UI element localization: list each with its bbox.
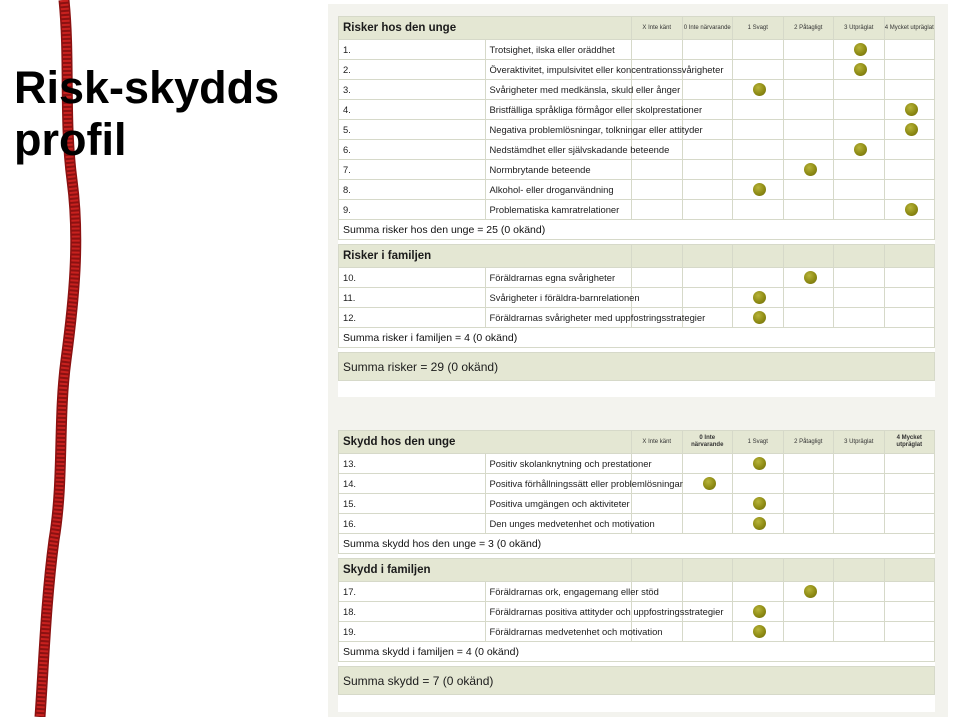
rating-cell[interactable]	[783, 140, 834, 160]
scale-column-header: 4 Mycket utpräglat	[884, 431, 935, 454]
rating-cell[interactable]	[834, 120, 885, 140]
rating-cell[interactable]	[733, 474, 784, 494]
rating-cell[interactable]	[733, 494, 784, 514]
rating-cell[interactable]	[884, 582, 935, 602]
title-line-2: profil	[14, 114, 127, 165]
rating-cell[interactable]	[682, 268, 733, 288]
item-number: 16.	[339, 514, 486, 534]
rating-cell[interactable]	[783, 494, 834, 514]
rating-cell[interactable]	[783, 60, 834, 80]
header-empty-cell	[783, 245, 834, 268]
grand-total-row	[339, 667, 935, 695]
header-empty-cell	[682, 559, 733, 582]
rating-dot	[753, 497, 766, 510]
rating-cell[interactable]	[682, 514, 733, 534]
item-number: 10.	[339, 268, 486, 288]
rating-dot	[804, 585, 817, 598]
rating-cell[interactable]	[834, 268, 885, 288]
rating-cell[interactable]	[783, 80, 834, 100]
section-title: Risker i familjen	[339, 245, 632, 268]
rating-cell[interactable]	[783, 288, 834, 308]
item-text: Positiva förhållningssätt eller problemlösningar	[485, 474, 632, 494]
scale-column-header: X Inte känt	[632, 17, 683, 40]
rating-cell[interactable]	[884, 200, 935, 220]
rating-cell[interactable]	[783, 454, 834, 474]
item-text: Alkohol- eller droganvändning	[485, 180, 632, 200]
rating-cell[interactable]	[682, 80, 733, 100]
rating-cell[interactable]	[632, 160, 683, 180]
item-number: 19.	[339, 622, 486, 642]
item-number: 4.	[339, 100, 486, 120]
rating-cell[interactable]	[834, 200, 885, 220]
rating-cell[interactable]	[783, 100, 834, 120]
rating-cell[interactable]	[733, 308, 784, 328]
section-sum: Summa risker i familjen = 4 (0 okänd)	[339, 328, 935, 348]
item-text: Positiv skolanknytning och prestationer	[485, 454, 632, 474]
rating-cell[interactable]	[783, 200, 834, 220]
item-number: 9.	[339, 200, 486, 220]
rating-cell[interactable]	[632, 268, 683, 288]
rating-cell[interactable]	[884, 60, 935, 80]
rating-cell[interactable]	[884, 120, 935, 140]
rating-cell[interactable]	[682, 40, 733, 60]
item-number: 3.	[339, 80, 486, 100]
rating-cell[interactable]	[783, 582, 834, 602]
grand-total: Summa risker = 29 (0 okänd)	[339, 353, 935, 381]
item-text: Föräldrarnas egna svårigheter	[485, 268, 632, 288]
rating-cell[interactable]	[733, 60, 784, 80]
rating-cell[interactable]	[733, 120, 784, 140]
scale-column-header: 0 Inte närvarande	[682, 431, 733, 454]
section-sum-row	[339, 642, 935, 662]
item-row	[339, 582, 935, 602]
rating-dot	[905, 123, 918, 136]
section-header-row	[339, 17, 935, 40]
risk-table	[338, 16, 935, 381]
header-empty-cell	[884, 559, 935, 582]
item-row	[339, 602, 935, 622]
rating-cell[interactable]	[834, 582, 885, 602]
rating-dot	[703, 477, 716, 490]
item-number: 11.	[339, 288, 486, 308]
rating-cell[interactable]	[682, 160, 733, 180]
item-text: Nedstämdhet eller självskadande beteende	[485, 140, 632, 160]
item-text: Föräldrarnas medvetenhet och motivation	[485, 622, 632, 642]
item-row	[339, 268, 935, 288]
item-text: Svårigheter med medkänsla, skuld eller ånger	[485, 80, 632, 100]
item-number: 13.	[339, 454, 486, 474]
grand-total-row	[339, 353, 935, 381]
item-number: 5.	[339, 120, 486, 140]
rating-cell[interactable]	[632, 200, 683, 220]
rating-cell[interactable]	[834, 180, 885, 200]
item-text: Föräldrarnas svårigheter med uppfostringsstrategier	[485, 308, 632, 328]
item-row	[339, 514, 935, 534]
risk-panel	[338, 16, 935, 397]
rating-cell[interactable]	[783, 622, 834, 642]
item-text: Svårigheter i föräldra-barnrelationen	[485, 288, 632, 308]
item-row	[339, 494, 935, 514]
rating-cell[interactable]	[783, 602, 834, 622]
rating-cell[interactable]	[682, 474, 733, 494]
rating-dot	[753, 605, 766, 618]
rating-cell[interactable]	[834, 494, 885, 514]
rating-cell[interactable]	[884, 308, 935, 328]
rating-cell[interactable]	[884, 288, 935, 308]
item-text: Negativa problemlösningar, tolkningar eller attityder	[485, 120, 632, 140]
section-sum: Summa risker hos den unge = 25 (0 okänd)	[339, 220, 935, 240]
header-empty-cell	[834, 559, 885, 582]
item-text: Positiva umgängen och aktiviteter	[485, 494, 632, 514]
rating-dot	[854, 43, 867, 56]
rating-cell[interactable]	[834, 140, 885, 160]
section-sum: Summa skydd hos den unge = 3 (0 okänd)	[339, 534, 935, 554]
rating-dot	[804, 271, 817, 284]
rating-cell[interactable]	[733, 80, 784, 100]
section-sum-row	[339, 220, 935, 240]
item-text: Bristfälliga språkliga förmågor eller skolprestationer	[485, 100, 632, 120]
rating-cell[interactable]	[834, 308, 885, 328]
rating-cell[interactable]	[884, 454, 935, 474]
item-row	[339, 180, 935, 200]
rating-cell[interactable]	[834, 80, 885, 100]
rating-cell[interactable]	[884, 80, 935, 100]
rating-cell[interactable]	[834, 100, 885, 120]
item-number: 12.	[339, 308, 486, 328]
header-empty-cell	[733, 245, 784, 268]
scale-column-header: 3 Utpräglat	[834, 17, 885, 40]
rating-cell[interactable]	[834, 288, 885, 308]
rating-cell[interactable]	[834, 454, 885, 474]
rating-cell[interactable]	[733, 514, 784, 534]
section-header-row	[339, 245, 935, 268]
rating-cell[interactable]	[884, 494, 935, 514]
item-row	[339, 100, 935, 120]
rating-cell[interactable]	[733, 288, 784, 308]
rating-cell[interactable]	[783, 120, 834, 140]
rating-cell[interactable]	[632, 180, 683, 200]
rating-cell[interactable]	[884, 40, 935, 60]
rating-cell[interactable]	[834, 40, 885, 60]
rating-cell[interactable]	[884, 602, 935, 622]
item-row	[339, 120, 935, 140]
rating-cell[interactable]	[682, 622, 733, 642]
item-text: Föräldrarnas positiva attityder och uppfostringsstrategier	[485, 602, 632, 622]
rating-cell[interactable]	[733, 100, 784, 120]
rating-dot	[753, 183, 766, 196]
rating-cell[interactable]	[733, 454, 784, 474]
section-title: Skydd hos den unge	[339, 431, 632, 454]
rating-cell[interactable]	[632, 494, 683, 514]
rating-cell[interactable]	[884, 140, 935, 160]
grand-total: Summa skydd = 7 (0 okänd)	[339, 667, 935, 695]
rating-cell[interactable]	[834, 474, 885, 494]
header-empty-cell	[884, 245, 935, 268]
rating-dot	[753, 457, 766, 470]
scale-column-header: X Inte känt	[632, 431, 683, 454]
item-text: Normbrytande beteende	[485, 160, 632, 180]
rating-dot	[804, 163, 817, 176]
rating-cell[interactable]	[682, 140, 733, 160]
rating-cell[interactable]	[783, 474, 834, 494]
section-header-row	[339, 431, 935, 454]
scale-column-header: 2 Påtagligt	[783, 17, 834, 40]
rating-cell[interactable]	[682, 582, 733, 602]
rating-cell[interactable]	[834, 514, 885, 534]
item-row	[339, 160, 935, 180]
rating-cell[interactable]	[733, 200, 784, 220]
item-text: Föräldrarnas ork, engagemang eller stöd	[485, 582, 632, 602]
section-header-row	[339, 559, 935, 582]
item-number: 14.	[339, 474, 486, 494]
rating-dot	[854, 143, 867, 156]
item-number: 15.	[339, 494, 486, 514]
protect-table	[338, 430, 935, 695]
rating-cell[interactable]	[733, 582, 784, 602]
rating-cell[interactable]	[834, 622, 885, 642]
section-title: Risker hos den unge	[339, 17, 632, 40]
rating-cell[interactable]	[783, 40, 834, 60]
rating-cell[interactable]	[783, 180, 834, 200]
item-number: 7.	[339, 160, 486, 180]
section-sum-row	[339, 328, 935, 348]
item-text: Problematiska kamratrelationer	[485, 200, 632, 220]
rating-cell[interactable]	[884, 160, 935, 180]
section-title: Skydd i familjen	[339, 559, 632, 582]
scale-column-header: 3 Utpräglat	[834, 431, 885, 454]
rating-cell[interactable]	[682, 180, 733, 200]
rating-cell[interactable]	[834, 602, 885, 622]
rating-cell[interactable]	[733, 40, 784, 60]
rating-cell[interactable]	[733, 180, 784, 200]
rating-cell[interactable]	[884, 100, 935, 120]
scale-column-header: 4 Mycket utpräglat	[884, 17, 935, 40]
rating-cell[interactable]	[884, 514, 935, 534]
rating-cell[interactable]	[733, 268, 784, 288]
rating-cell[interactable]	[682, 200, 733, 220]
rating-cell[interactable]	[884, 268, 935, 288]
rating-dot	[753, 83, 766, 96]
rating-cell[interactable]	[733, 140, 784, 160]
rating-cell[interactable]	[834, 60, 885, 80]
scale-column-header: 0 Inte närvarande	[682, 17, 733, 40]
header-empty-cell	[834, 245, 885, 268]
scale-column-header: 2 Påtagligt	[783, 431, 834, 454]
item-row	[339, 200, 935, 220]
rating-dot	[753, 517, 766, 530]
item-row	[339, 308, 935, 328]
rating-cell[interactable]	[632, 40, 683, 60]
protect-panel	[338, 430, 935, 712]
rating-cell[interactable]	[682, 454, 733, 474]
item-row	[339, 140, 935, 160]
title-line-1: Risk-skydds	[14, 62, 280, 113]
page-title	[14, 62, 279, 166]
scale-column-header: 1 Svagt	[733, 431, 784, 454]
rating-dot	[854, 63, 867, 76]
rating-cell[interactable]	[884, 474, 935, 494]
rating-cell[interactable]	[733, 160, 784, 180]
header-empty-cell	[632, 245, 683, 268]
rating-dot	[905, 103, 918, 116]
item-row	[339, 288, 935, 308]
rating-cell[interactable]	[783, 308, 834, 328]
item-row	[339, 40, 935, 60]
rating-dot	[753, 311, 766, 324]
item-text: Överaktivitet, impulsivitet eller koncentrationssvårigheter	[485, 60, 632, 80]
scale-column-header: 1 Svagt	[733, 17, 784, 40]
rating-dot	[905, 203, 918, 216]
item-row	[339, 60, 935, 80]
rating-cell[interactable]	[783, 160, 834, 180]
rating-cell[interactable]	[884, 180, 935, 200]
rating-cell[interactable]	[783, 268, 834, 288]
header-empty-cell	[682, 245, 733, 268]
header-empty-cell	[632, 559, 683, 582]
item-number: 8.	[339, 180, 486, 200]
item-row	[339, 80, 935, 100]
item-number: 18.	[339, 602, 486, 622]
header-empty-cell	[733, 559, 784, 582]
item-number: 2.	[339, 60, 486, 80]
header-empty-cell	[783, 559, 834, 582]
item-row	[339, 454, 935, 474]
section-sum: Summa skydd i familjen = 4 (0 okänd)	[339, 642, 935, 662]
item-text: Trotsighet, ilska eller oräddhet	[485, 40, 632, 60]
rating-cell[interactable]	[682, 288, 733, 308]
item-number: 1.	[339, 40, 486, 60]
rating-dot	[753, 625, 766, 638]
item-row	[339, 622, 935, 642]
rating-cell[interactable]	[834, 160, 885, 180]
item-row	[339, 474, 935, 494]
item-text: Den unges medvetenhet och motivation	[485, 514, 632, 534]
rating-cell[interactable]	[733, 602, 784, 622]
rating-cell[interactable]	[783, 514, 834, 534]
item-number: 17.	[339, 582, 486, 602]
rating-dot	[753, 291, 766, 304]
item-number: 6.	[339, 140, 486, 160]
section-sum-row	[339, 534, 935, 554]
rating-cell[interactable]	[682, 494, 733, 514]
rating-cell[interactable]	[884, 622, 935, 642]
rating-cell[interactable]	[733, 622, 784, 642]
